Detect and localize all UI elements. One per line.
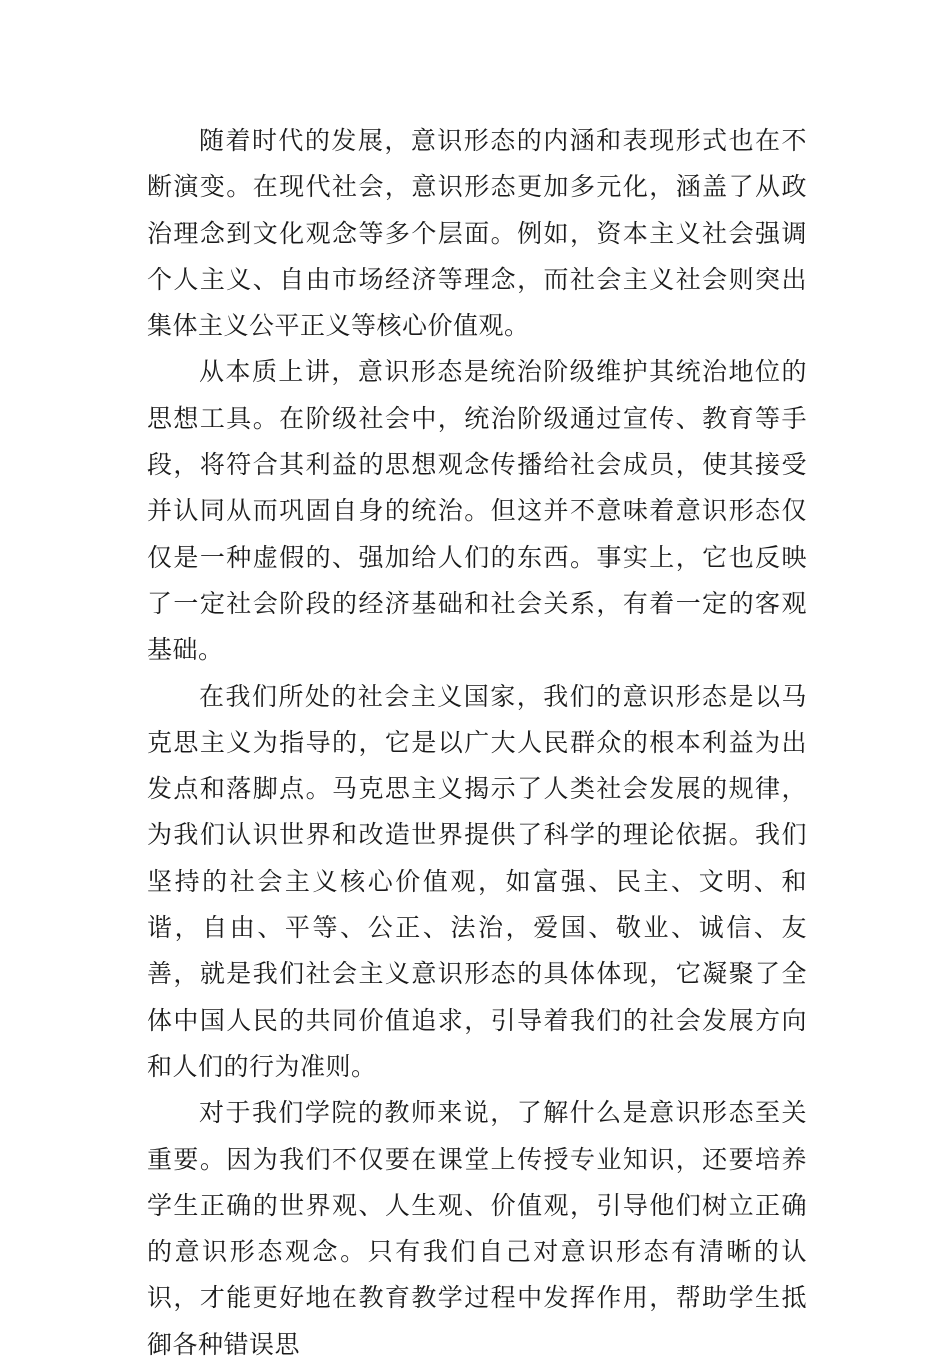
paragraph-4: 对于我们学院的教师来说，了解什么是意识形态至关重要。因为我们不仅要在课堂上传授专业知识，还要培养学生正确的世界观、人生观、价值观，引导他们树立正确的意识形态观念。只有我们自己对意识形态有清晰的认识，才能更好地在教育教学过程中发挥作用，帮助学生抵御各种错误思 xyxy=(147,1098,807,1359)
document-body xyxy=(147,118,807,1368)
paragraph-3: 在我们所处的社会主义国家，我们的意识形态是以马克思主义为指导的，它是以广大人民群众的根本利益为出发点和落脚点。马克思主义揭示了人类社会发展的规律，为我们认识世界和改造世界提供了科学的理论依据。我们坚持的社会主义核心价值观，如富强、民主、文明、和谐，自由、平等、公正、法治，爱国、敬业、诚信、友善，就是我们社会主义意识形态的具体体现，它凝聚了全体中国人民的共同价值追求，引导着我们的社会发展方向和人们的行为准则。 xyxy=(147,681,807,1081)
paragraph-2: 从本质上讲，意识形态是统治阶级维护其统治地位的思想工具。在阶级社会中，统治阶级通过宣传、教育等手段，将符合其利益的思想观念传播给社会成员，使其接受并认同从而巩固自身的统治。但这并不意味着意识形态仅仅是一种虚假的、强加给人们的东西。事实上，它也反映了一定社会阶段的经济基础和社会关系，有着一定的客观基础。 xyxy=(147,357,807,665)
paragraph-1: 随着时代的发展，意识形态的内涵和表现形式也在不断演变。在现代社会，意识形态更加多元化，涵盖了从政治理念到文化观念等多个层面。例如，资本主义社会强调个人主义、自由市场经济等理念，而社会主义社会则突出集体主义公平正义等核心价值观。 xyxy=(147,126,807,341)
